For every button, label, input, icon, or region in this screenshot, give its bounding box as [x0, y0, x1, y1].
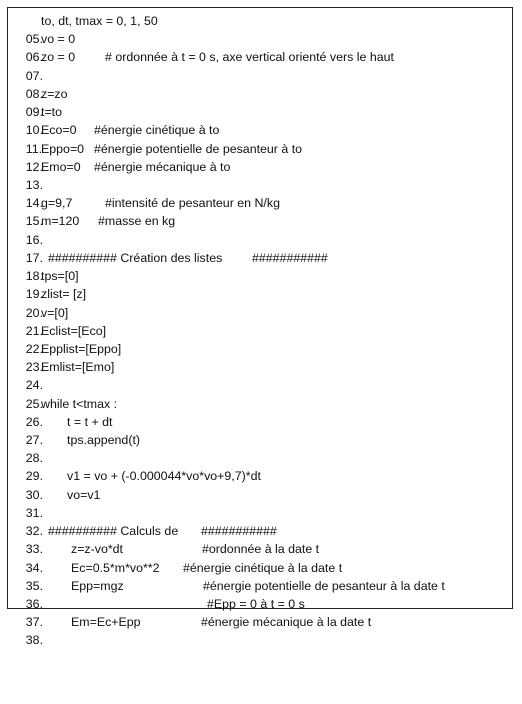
- code-text: Epplist=[Eppo]: [41, 341, 122, 356]
- section-header-hashes: ###########: [252, 250, 328, 265]
- code-text: while t<tmax :: [41, 396, 118, 411]
- code-line: [12, 486, 101, 520]
- line-number: 15.: [25, 214, 44, 229]
- code-line: [12, 358, 115, 393]
- code-text: zo = 0: [41, 50, 76, 65]
- line-number: 28.: [25, 451, 44, 466]
- code-text: v=[0]: [41, 305, 69, 320]
- code-text: Emo=0: [41, 159, 81, 174]
- code-line: [12, 304, 69, 338]
- section-header-hashes: ###########: [201, 524, 277, 539]
- line-number: 17.: [25, 250, 44, 265]
- code-text: zlist= [z]: [41, 287, 87, 302]
- line-number: 13.: [25, 177, 44, 192]
- line-number: 21.: [25, 323, 44, 338]
- code-comment: #énergie potentielle de pesanteur à la date t: [203, 578, 445, 593]
- line-number: 07.: [25, 68, 44, 83]
- line-number: 25.: [25, 396, 44, 411]
- line-number: 22.: [25, 341, 44, 356]
- code-text: tps.append(t): [67, 433, 141, 448]
- code-comment: #masse en kg: [98, 214, 176, 229]
- code-comment: #intensité de pesanteur en N/kg: [105, 196, 280, 211]
- line-number: 20.: [25, 305, 44, 320]
- code-text: g=9,7: [41, 196, 73, 211]
- line-number: 05.: [25, 32, 44, 47]
- code-text: Eppo=0: [41, 141, 85, 156]
- line-number: 18.: [25, 269, 44, 284]
- code-listing-frame: [7, 7, 513, 609]
- code-comment: #ordonnée à la date t: [202, 542, 320, 557]
- line-number: 10.: [25, 123, 44, 138]
- code-text: z=zo: [41, 86, 68, 101]
- line-number: 16.: [25, 232, 44, 247]
- code-line: [12, 48, 394, 83]
- code-text: m=120: [41, 214, 80, 229]
- code-listing: [12, 12, 445, 648]
- line-number: 34.: [25, 560, 44, 575]
- line-number: 19.: [25, 287, 44, 302]
- line-number: 33.: [25, 542, 44, 557]
- line-number: 31.: [25, 505, 44, 520]
- line-number: 38.: [25, 633, 44, 648]
- line-number: 24.: [25, 378, 44, 393]
- code-text: z=z-vo*dt: [71, 542, 123, 557]
- code-comment: #énergie potentielle de pesanteur à to: [94, 141, 303, 156]
- code-text: v1 = vo + (-0.000044*vo*vo+9,7)*dt: [67, 469, 261, 484]
- code-text: vo = 0: [41, 32, 76, 47]
- line-number: 09.: [25, 105, 44, 120]
- code-line: [12, 376, 44, 411]
- code-comment: #énergie mécanique à to: [94, 159, 231, 174]
- code-line: [12, 212, 176, 247]
- code-text: t=to: [41, 105, 63, 120]
- code-line: [12, 231, 44, 265]
- code-line: [12, 449, 44, 484]
- code-comment: #énergie cinétique à to: [94, 123, 220, 138]
- line-number: 35.: [25, 578, 44, 593]
- line-number: 36.: [25, 597, 44, 611]
- line-number: 06.: [25, 50, 44, 65]
- line-number: 23.: [25, 360, 44, 375]
- line-number: 08.: [25, 86, 44, 101]
- line-number: 11.: [25, 141, 43, 156]
- code-comment: # ordonnée à t = 0 s, axe vertical orienté vers le haut: [105, 50, 394, 65]
- line-number: 30.: [25, 487, 44, 502]
- section-header: ########## Calculs de: [48, 524, 179, 539]
- code-line: [12, 158, 231, 192]
- code-comment: #énergie cinétique à la date t: [183, 560, 343, 575]
- code-text: tps=[0]: [41, 269, 79, 284]
- line-number: 27.: [25, 433, 44, 448]
- code-text: to, dt, tmax = 0, 1, 50: [41, 14, 158, 28]
- line-number: 37.: [25, 615, 44, 630]
- code-text: Epp=mgz: [71, 578, 124, 593]
- code-text: Em=Ec+Epp: [71, 615, 141, 630]
- code-line: [12, 431, 141, 466]
- code-text: Emlist=[Emo]: [41, 360, 115, 375]
- code-comment: #Epp = 0 à t = 0 s: [207, 597, 305, 611]
- section-header: ########## Création des listes: [48, 250, 223, 265]
- code-text: Ec=0.5*m*vo**2: [71, 560, 160, 575]
- code-line: [12, 613, 372, 648]
- line-number: 26.: [25, 414, 44, 429]
- line-number: 12.: [25, 159, 44, 174]
- line-number: 32.: [25, 524, 44, 539]
- code-line: [12, 176, 44, 211]
- code-text: t = t + dt: [67, 414, 113, 429]
- line-number: 14.: [25, 196, 44, 211]
- code-text: vo=v1: [67, 487, 101, 502]
- code-line: [12, 504, 44, 539]
- line-number: 29.: [25, 469, 44, 484]
- code-text: Eclist=[Eco]: [41, 323, 107, 338]
- code-text: Eco=0: [41, 123, 77, 138]
- code-line: [12, 67, 44, 101]
- code-comment: #énergie mécanique à la date t: [201, 615, 372, 630]
